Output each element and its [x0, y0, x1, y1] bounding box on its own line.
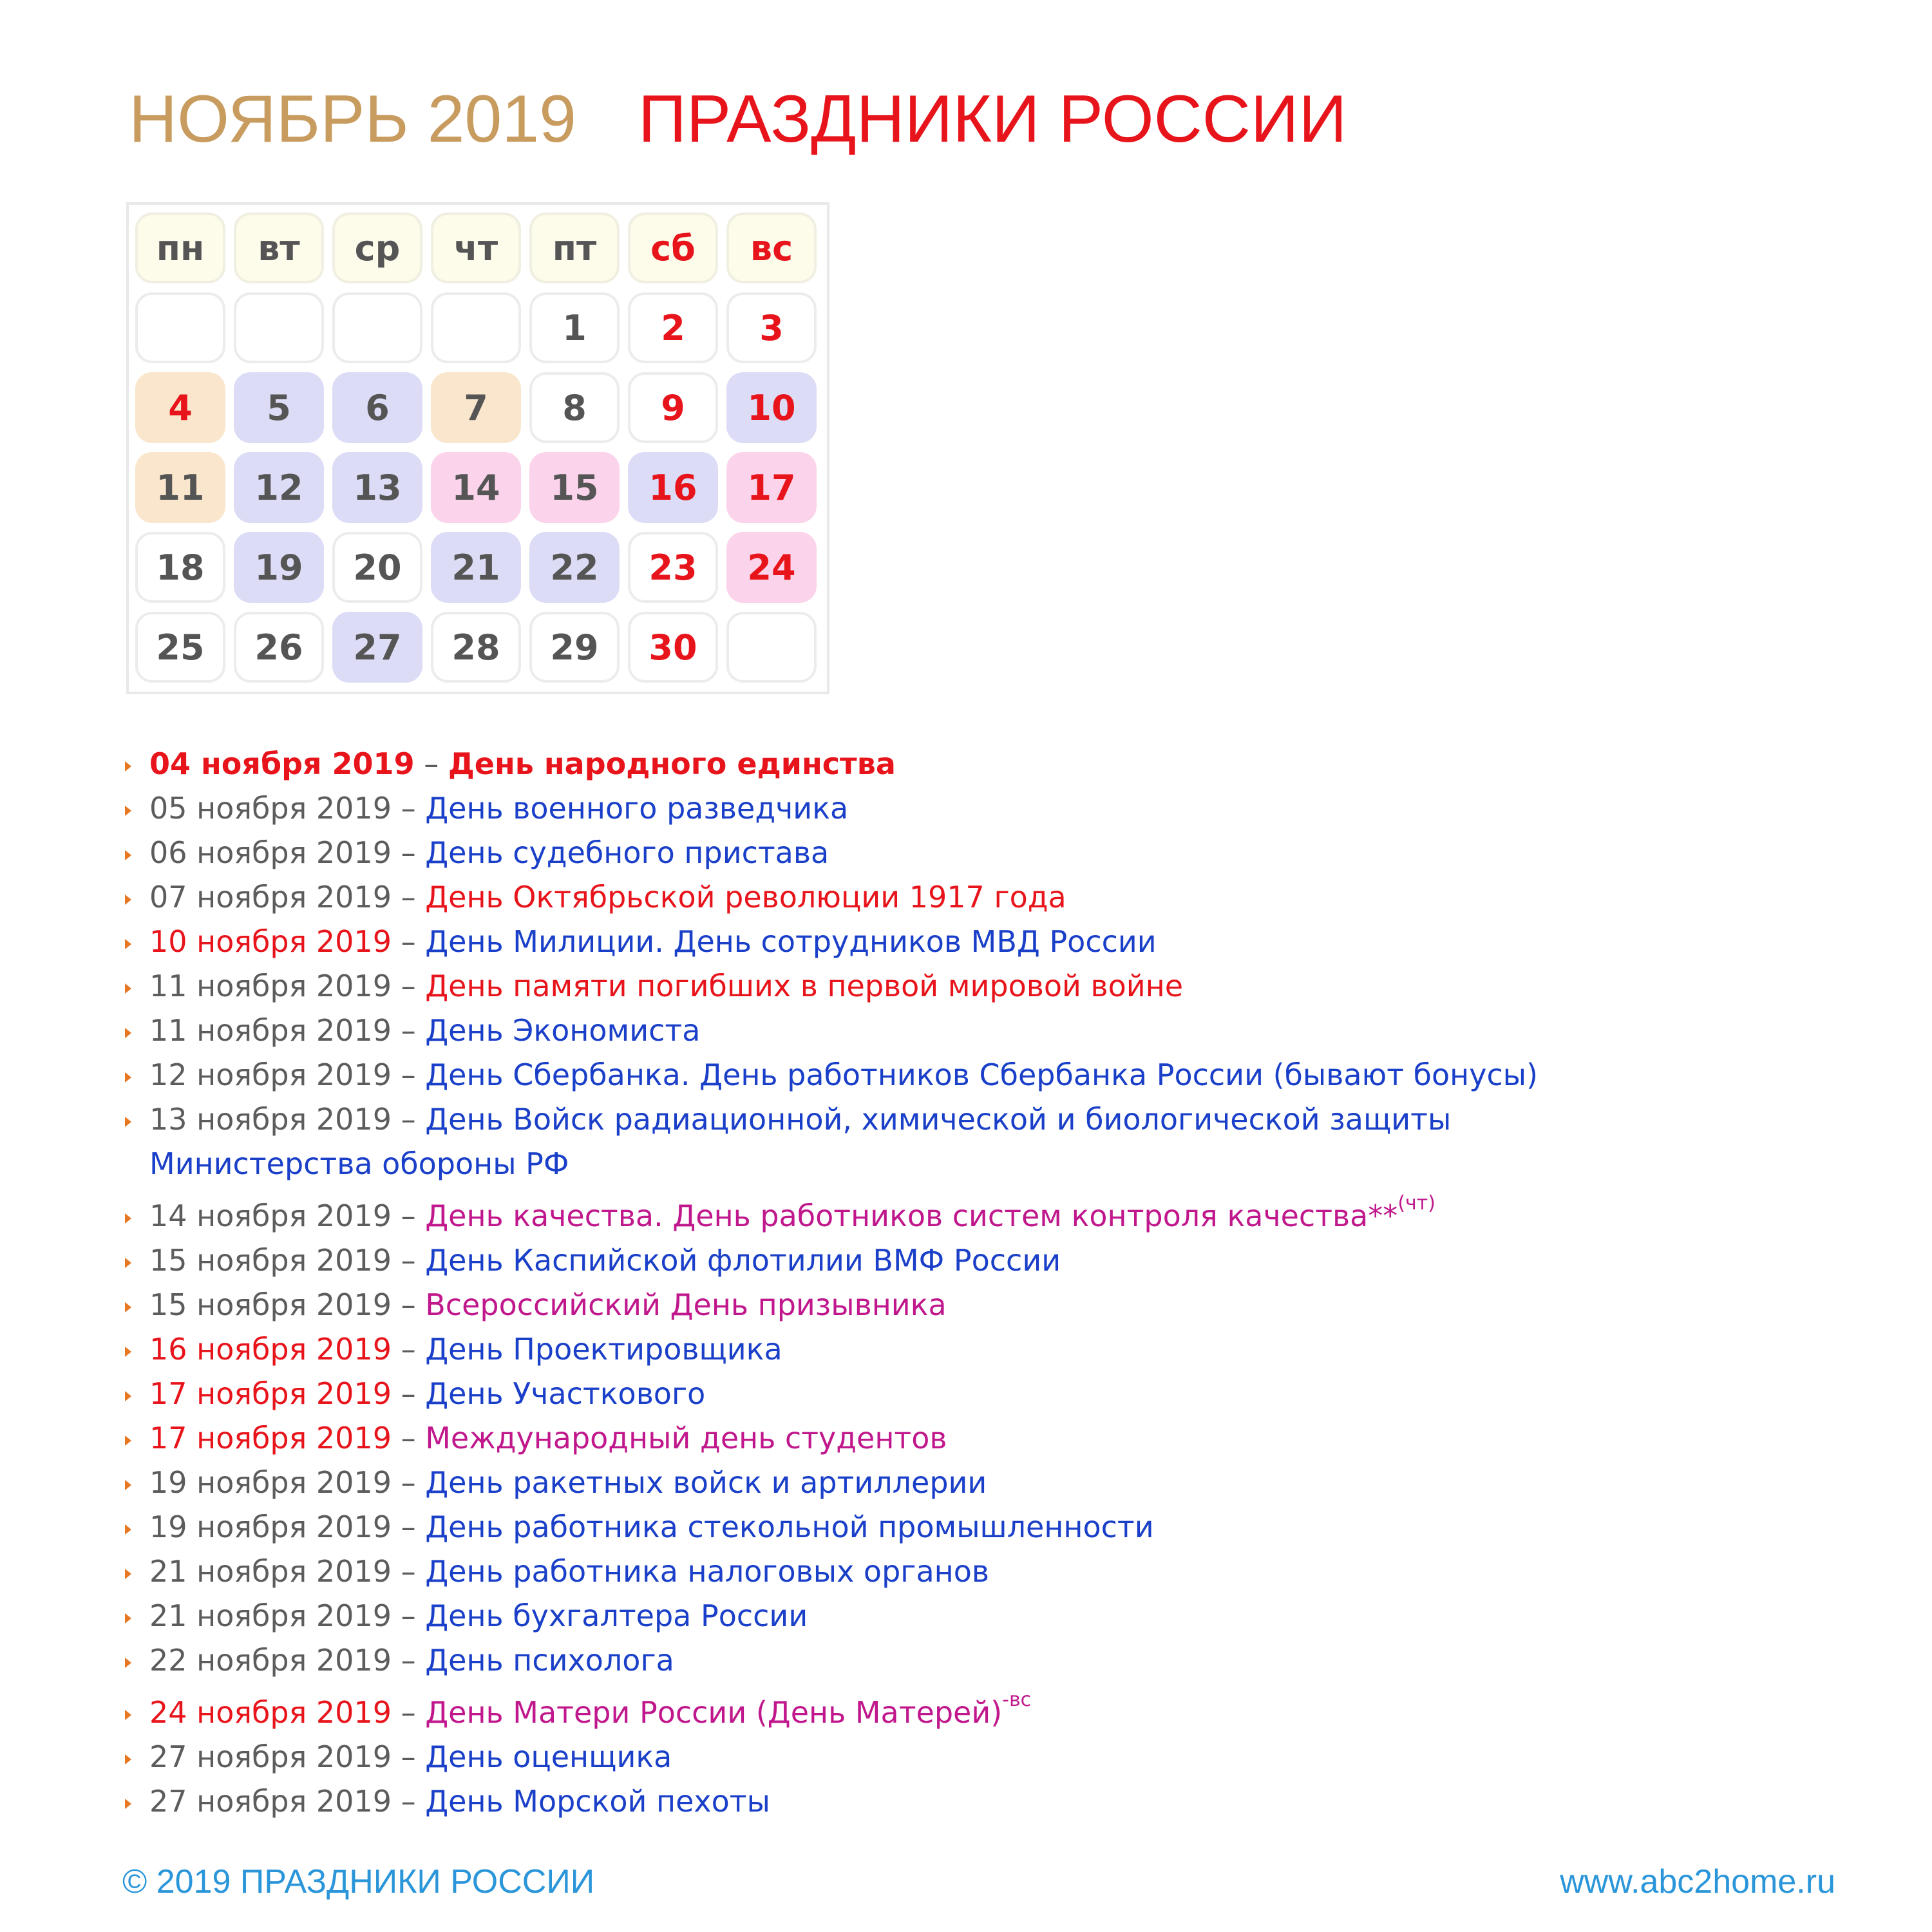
holiday-name: День Морской пехоты [425, 1784, 770, 1819]
holiday-date: 13 ноября 2019 [149, 1102, 392, 1137]
bullet-icon [125, 1480, 131, 1490]
holiday-item[interactable] [122, 1194, 1861, 1238]
holiday-name: День психолога [425, 1643, 674, 1678]
calendar-empty-cell [234, 292, 324, 363]
holiday-item[interactable] [122, 1009, 1861, 1053]
separator: – [391, 1243, 426, 1278]
bullet-icon [125, 1258, 131, 1268]
holiday-date: 17 ноября 2019 [149, 1376, 392, 1411]
footer-url[interactable]: www.abc2home.ru [1560, 1863, 1835, 1900]
calendar-day[interactable]: 21 [431, 532, 521, 603]
calendar-day[interactable]: 25 [135, 612, 225, 683]
separator: – [391, 1554, 426, 1589]
calendar-empty-cell [726, 612, 817, 683]
calendar-day[interactable]: 14 [431, 452, 521, 523]
separator: – [414, 746, 448, 781]
holiday-item[interactable] [122, 1505, 1861, 1549]
holiday-name: День Сбербанка. День работников Сбербанка России (бывают бонусы) [425, 1057, 1539, 1092]
separator: – [391, 1739, 426, 1774]
separator: – [391, 791, 426, 826]
bullet-icon [125, 1072, 131, 1083]
calendar-day[interactable]: 11 [135, 452, 225, 523]
holiday-name: День памяти погибших в первой мировой войне [425, 969, 1184, 1003]
separator: – [391, 1510, 426, 1544]
separator: – [391, 969, 426, 1003]
weekday-header: ср [332, 213, 422, 283]
holiday-name: День качества. День работников систем контроля качества** [425, 1198, 1398, 1233]
bullet-icon [125, 1028, 131, 1038]
calendar-day[interactable]: 16 [628, 452, 718, 523]
bullet-icon [125, 806, 131, 816]
holiday-name: День Матери России (День Матерей) [425, 1695, 1003, 1730]
holiday-name: День Участкового [425, 1376, 706, 1411]
holiday-item[interactable] [122, 831, 1861, 875]
calendar-day[interactable]: 8 [529, 372, 620, 443]
calendar-empty-cell [332, 292, 422, 363]
weekday-header: вс [726, 213, 817, 283]
holiday-date: 19 ноября 2019 [149, 1465, 392, 1500]
holiday-item[interactable] [122, 786, 1861, 831]
holiday-date: 12 ноября 2019 [149, 1057, 392, 1092]
separator: – [391, 880, 426, 914]
holiday-date: 21 ноября 2019 [149, 1554, 392, 1589]
month-title: НОЯБРЬ 2019 [129, 82, 576, 156]
calendar-day[interactable]: 12 [234, 452, 324, 523]
holiday-date: 27 ноября 2019 [149, 1739, 392, 1774]
holiday-item[interactable] [122, 1416, 1861, 1461]
bullet-icon [125, 1658, 131, 1668]
calendar-day[interactable]: 20 [332, 532, 422, 603]
separator: – [391, 1465, 426, 1500]
bullet-icon [125, 895, 131, 905]
bullet-icon [125, 1524, 131, 1535]
holiday-date: 07 ноября 2019 [149, 880, 392, 914]
page-title [129, 71, 1347, 167]
holiday-date: 04 ноября 2019 [149, 746, 415, 781]
calendar-day[interactable]: 17 [726, 452, 817, 523]
holiday-item[interactable] [122, 1327, 1861, 1372]
holiday-date: 16 ноября 2019 [149, 1332, 392, 1367]
holiday-date: 06 ноября 2019 [149, 835, 392, 870]
calendar-day[interactable]: 29 [529, 612, 620, 683]
calendar-day[interactable]: 30 [628, 612, 718, 683]
holiday-name: День работника стекольной промышленности [425, 1510, 1154, 1544]
separator: – [391, 1287, 426, 1322]
holiday-name: День бухгалтера России [425, 1598, 808, 1633]
separator: – [391, 835, 426, 870]
calendar-day[interactable]: 4 [135, 372, 225, 443]
separator: – [391, 1198, 426, 1233]
bullet-icon [125, 983, 131, 994]
holiday-item[interactable] [122, 964, 1861, 1009]
calendar-empty-cell [135, 292, 225, 363]
bullet-icon [125, 1302, 131, 1312]
weekday-header: чт [431, 213, 521, 283]
calendar-day[interactable]: 24 [726, 532, 817, 603]
holiday-name: Международный день студентов [425, 1421, 947, 1455]
holiday-note: -вс [1002, 1689, 1032, 1711]
holiday-item[interactable] [122, 1638, 1861, 1683]
bullet-icon [125, 1213, 131, 1224]
separator: – [391, 1013, 426, 1048]
calendar-day[interactable]: 9 [628, 372, 718, 443]
calendar-day[interactable]: 19 [234, 532, 324, 603]
bullet-icon [125, 1613, 131, 1624]
holiday-date: 21 ноября 2019 [149, 1598, 392, 1633]
holiday-name: День судебного пристава [425, 835, 829, 870]
holiday-date: 11 ноября 2019 [149, 969, 392, 1003]
calendar-empty-cell [431, 292, 521, 363]
holiday-date: 11 ноября 2019 [149, 1013, 392, 1048]
bullet-icon [125, 850, 131, 860]
bullet-icon [125, 1435, 131, 1446]
bullet-icon [125, 761, 131, 772]
separator: – [391, 1695, 426, 1730]
weekday-header: вт [234, 213, 324, 283]
holiday-item[interactable] [122, 1461, 1861, 1505]
holiday-name: День военного разведчика [425, 791, 849, 826]
holiday-name: День Войск радиационной, химической и биологической защиты Министерства обороны РФ [149, 1102, 1452, 1181]
holiday-date: 15 ноября 2019 [149, 1287, 392, 1322]
weekday-header: сб [628, 213, 718, 283]
calendar-day[interactable]: 7 [431, 372, 521, 443]
holiday-name: День народного единства [448, 746, 896, 781]
bullet-icon [125, 1391, 131, 1401]
holiday-item[interactable] [122, 1372, 1861, 1416]
holiday-item[interactable] [122, 1779, 1861, 1824]
holiday-name: Всероссийский День призывника [425, 1287, 947, 1322]
bullet-icon [125, 1754, 131, 1765]
holiday-item[interactable] [122, 920, 1861, 964]
holiday-item[interactable] [122, 1549, 1861, 1594]
calendar-day[interactable]: 13 [332, 452, 422, 523]
calendar-day[interactable]: 5 [234, 372, 324, 443]
holiday-note: (чт) [1397, 1192, 1435, 1215]
bullet-icon [125, 1799, 131, 1809]
weekday-header: пн [135, 213, 225, 283]
separator: – [391, 1332, 426, 1367]
separator: – [391, 1376, 426, 1411]
calendar-day[interactable]: 23 [628, 532, 718, 603]
calendar-day[interactable]: 27 [332, 612, 422, 683]
calendar-day[interactable]: 6 [332, 372, 422, 443]
holiday-date: 19 ноября 2019 [149, 1510, 392, 1544]
holiday-item[interactable] [122, 1690, 1861, 1735]
calendar-day[interactable]: 3 [726, 292, 817, 363]
holiday-date: 27 ноября 2019 [149, 1784, 392, 1819]
footer-copyright: © 2019 ПРАЗДНИКИ РОССИИ [122, 1863, 595, 1900]
calendar-day[interactable]: 22 [529, 532, 620, 603]
holiday-item[interactable] [122, 1053, 1861, 1097]
calendar-day[interactable]: 2 [628, 292, 718, 363]
calendar-day[interactable]: 10 [726, 372, 817, 443]
holiday-item[interactable] [122, 742, 1861, 786]
holiday-date: 10 ноября 2019 [149, 924, 392, 959]
holiday-item[interactable] [122, 1097, 1566, 1186]
holiday-date: 14 ноября 2019 [149, 1198, 392, 1233]
separator: – [391, 1598, 426, 1633]
calendar-day[interactable]: 1 [529, 292, 620, 363]
holiday-item[interactable] [122, 875, 1861, 920]
separator: – [391, 1643, 426, 1678]
holiday-list [122, 742, 1861, 1824]
weekday-header: пт [529, 213, 620, 283]
holiday-name: День работника налоговых органов [425, 1554, 989, 1589]
separator: – [391, 1421, 426, 1455]
holiday-name: День Октябрьской революции 1917 года [425, 880, 1066, 914]
holiday-date: 22 ноября 2019 [149, 1643, 392, 1678]
holiday-name: День Экономиста [425, 1013, 701, 1048]
holiday-item[interactable] [122, 1238, 1861, 1283]
bullet-icon [125, 1569, 131, 1579]
calendar-day[interactable]: 18 [135, 532, 225, 603]
holiday-item[interactable] [122, 1735, 1861, 1779]
holiday-date: 17 ноября 2019 [149, 1421, 392, 1455]
holiday-name: День Милиции. День сотрудников МВД России [425, 924, 1157, 959]
bullet-icon [125, 1710, 131, 1720]
separator: – [391, 1784, 426, 1819]
holiday-name: День Каспийской флотилии ВМФ России [425, 1243, 1061, 1278]
holiday-item[interactable] [122, 1283, 1861, 1327]
holiday-date: 05 ноября 2019 [149, 791, 392, 826]
calendar-day[interactable]: 28 [431, 612, 521, 683]
calendar-grid [126, 202, 829, 694]
separator: – [391, 924, 426, 959]
holiday-name: День ракетных войск и артиллерии [425, 1465, 987, 1500]
holiday-item[interactable] [122, 1594, 1861, 1638]
calendar-day[interactable]: 26 [234, 612, 324, 683]
holiday-name: День Проектировщика [425, 1332, 782, 1367]
bullet-icon [125, 1117, 131, 1127]
separator: – [391, 1102, 426, 1137]
holidays-title: ПРАЗДНИКИ РОССИИ [638, 82, 1347, 156]
holiday-date: 24 ноября 2019 [149, 1695, 392, 1730]
holiday-name: День оценщика [425, 1739, 672, 1774]
separator: – [391, 1057, 426, 1092]
bullet-icon [125, 939, 131, 949]
holiday-date: 15 ноября 2019 [149, 1243, 392, 1278]
bullet-icon [125, 1347, 131, 1357]
calendar-day[interactable]: 15 [529, 452, 620, 523]
